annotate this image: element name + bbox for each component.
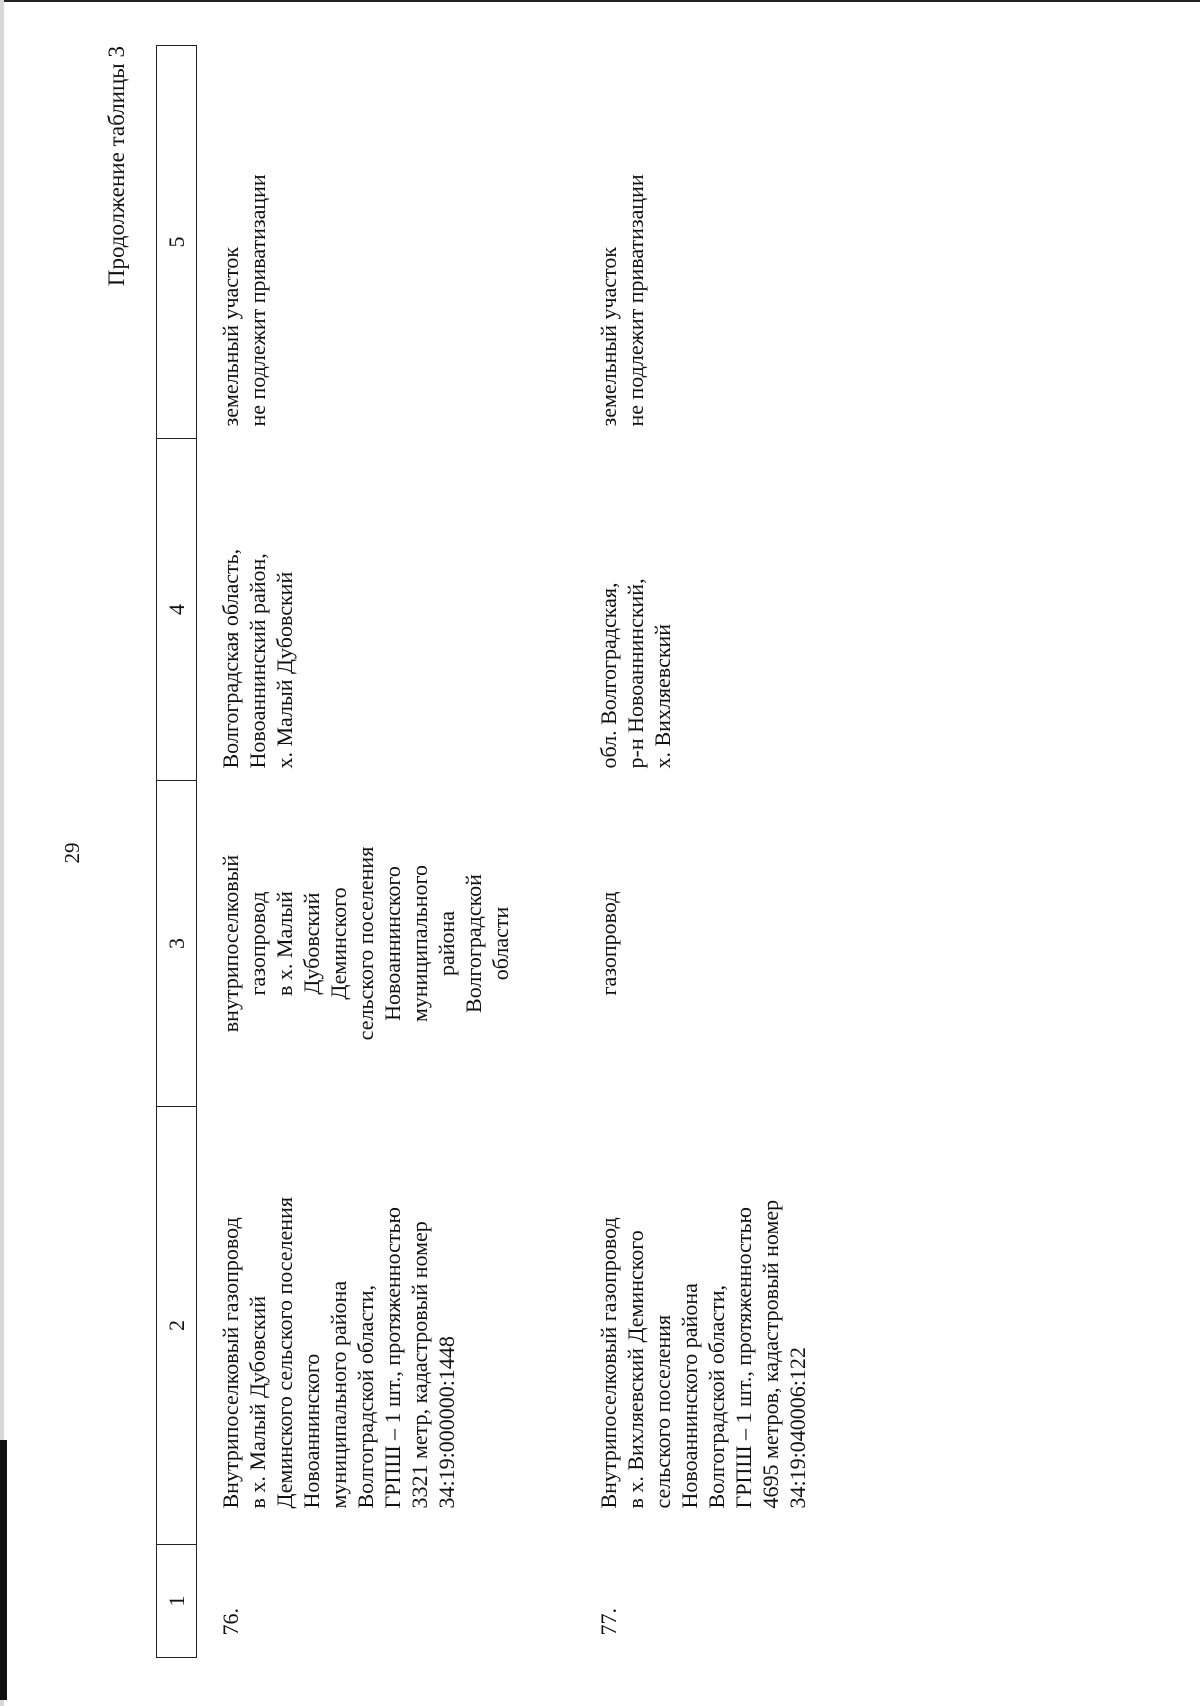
object-address-line: Новоаннинский район, xyxy=(245,553,270,769)
column-header-3: 3 xyxy=(157,781,197,1107)
object-note-line: земельный участок xyxy=(218,246,243,427)
object-note-cell xyxy=(575,46,811,439)
object-address-line: х. Малый Дубовский xyxy=(272,571,297,769)
object-name-line: Внутрипоселковый газопровод xyxy=(595,1217,621,1509)
column-header-2: 2 xyxy=(157,1107,197,1545)
object-note-cell xyxy=(197,46,575,439)
object-address-cell xyxy=(575,439,811,781)
object-name-cell xyxy=(197,1107,575,1545)
object-note-line: земельный участок xyxy=(595,246,621,427)
object-address-line: х. Вихляевский xyxy=(649,623,675,769)
object-type-line: сельского поселения xyxy=(353,846,378,1041)
object-name-line: Деминского сельского поселения xyxy=(272,1197,297,1509)
row-number: 76. xyxy=(218,1608,243,1636)
object-name-line: Волгоградской области, xyxy=(353,1285,378,1509)
object-type-cell xyxy=(575,781,811,1107)
object-name-line: ГРПШ – 1 шт., протяженностью xyxy=(730,1207,756,1509)
table-continuation-label: Продолжение таблицы 3 xyxy=(104,46,129,287)
object-note-line: не подлежит приватизации xyxy=(622,174,648,427)
object-name-line: Новоаннинского xyxy=(299,1353,324,1509)
object-type-line: в х. Малый xyxy=(272,891,297,996)
object-type-cell xyxy=(197,781,575,1107)
object-type-line: Новоаннинского xyxy=(380,866,405,1021)
object-name-line: Волгоградской области, xyxy=(703,1285,729,1509)
object-name-line: 4695 метров, кадастровый номер xyxy=(757,1199,783,1509)
object-type-line: Волгоградской xyxy=(461,874,486,1013)
object-type-line: Деминского xyxy=(326,887,351,1000)
object-type-line: муниципального xyxy=(407,865,432,1023)
object-name-line: 34:19:040006:122 xyxy=(784,1347,810,1509)
object-address-line: Волгоградская область, xyxy=(218,548,243,769)
object-name-line: 3321 метр, кадастровый номер xyxy=(407,1221,432,1509)
object-name-line: в х. Вихляевский Деминского xyxy=(622,1230,648,1509)
column-header-4: 4 xyxy=(157,439,197,781)
object-type-line: внутрипоселковый xyxy=(218,854,243,1033)
object-name-line: муниципального района xyxy=(326,1280,351,1509)
object-name-cell xyxy=(575,1107,811,1545)
table-header-row xyxy=(157,46,197,1658)
object-name-line: в х. Малый Дубовский xyxy=(245,1295,270,1509)
table-row xyxy=(197,46,575,1658)
object-type-line: района xyxy=(434,910,459,977)
object-name-line: сельского поселения xyxy=(649,1314,675,1509)
property-table xyxy=(156,45,811,1658)
object-name-line: 34:19:000000:1448 xyxy=(434,1336,459,1509)
object-name-line: Новоаннинского района xyxy=(676,1283,702,1509)
column-header-1: 1 xyxy=(157,1545,197,1658)
table-row xyxy=(575,46,811,1658)
object-type-line: газопровод xyxy=(595,891,621,996)
column-header-5: 5 xyxy=(157,46,197,439)
page-number: 29 xyxy=(60,842,84,864)
row-number: 77. xyxy=(595,1608,621,1636)
object-name-line: ГРПШ – 1 шт., протяженностью xyxy=(380,1207,405,1509)
object-type-line: газопровод xyxy=(245,891,270,996)
object-name-line: Внутрипоселковый газопровод xyxy=(218,1217,243,1509)
object-note-line: не подлежит приватизации xyxy=(245,174,270,427)
object-type-line: Дубовский xyxy=(299,892,324,995)
object-address-line: обл. Волгоградская, xyxy=(595,582,621,769)
object-address-cell xyxy=(197,439,575,781)
object-type-line: области xyxy=(488,906,513,981)
object-address-line: р-н Новоаннинский, xyxy=(622,578,648,769)
